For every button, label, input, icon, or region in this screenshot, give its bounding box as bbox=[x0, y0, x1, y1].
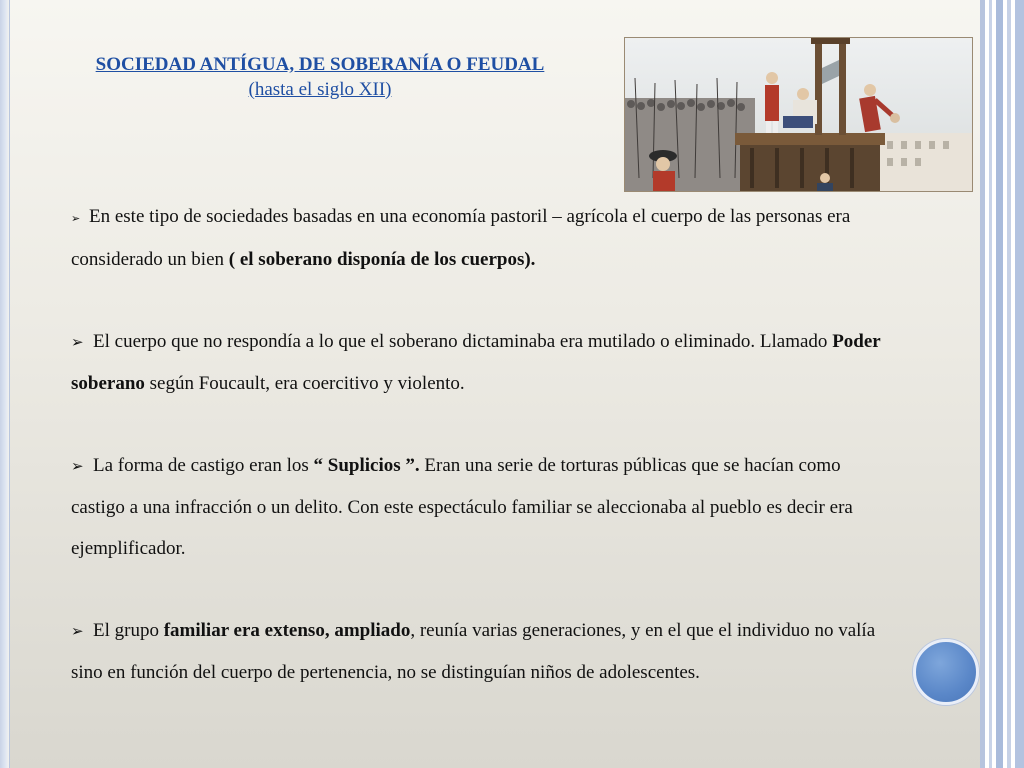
arrow-bullet-icon: ➢ bbox=[71, 333, 84, 351]
slide-title[interactable] bbox=[50, 52, 590, 102]
arrow-bullet-icon: ➢ bbox=[71, 457, 84, 475]
left-decorative-line bbox=[9, 0, 10, 768]
bullet-list bbox=[71, 196, 891, 734]
arrow-bullet-icon: ➢ bbox=[71, 622, 84, 640]
bullet-paragraph[interactable]: ➢ La forma de castigo eran los “ Suplicios ”. Eran una serie de torturas públicas que se hacían como castigo a una infracción o un delito. Con este espectáculo familiar se aleccionaba al pueblo es decir era ejemplificador. bbox=[71, 445, 891, 569]
slide-title-line1: SOCIEDAD ANTÍGUA, DE SOBERANÍA O FEUDAL bbox=[95, 54, 545, 75]
arrow-bullet-icon: ➢ bbox=[71, 212, 81, 225]
slide-title-line2: (hasta el siglo XII) bbox=[248, 79, 392, 100]
right-stripe bbox=[980, 0, 985, 768]
bullet-paragraph[interactable]: ➢ El grupo familiar era extenso, ampliado, reunía varias generaciones, y en el que el individuo no valía sino en función del cuerpo de pertenencia, no se distinguían niños de adolescentes. bbox=[71, 610, 891, 693]
decorative-circle bbox=[913, 639, 979, 705]
execution-scene-illustration bbox=[624, 37, 973, 192]
right-stripe bbox=[1007, 0, 1011, 768]
right-stripe bbox=[1015, 0, 1024, 768]
bullet-paragraph[interactable]: ➢ El cuerpo que no respondía a lo que el soberano dictaminaba era mutilado o eliminado. Llamado Poder soberano según Foucault, era coercitivo y violento. bbox=[71, 321, 891, 404]
right-stripe bbox=[989, 0, 992, 768]
left-decorative-rail bbox=[0, 0, 9, 768]
right-stripe bbox=[996, 0, 1003, 768]
bullet-paragraph[interactable]: ➢ En este tipo de sociedades basadas en una economía pastoril – agrícola el cuerpo de las personas era considerado un bien ( el soberano disponía de los cuerpos). bbox=[71, 196, 891, 280]
